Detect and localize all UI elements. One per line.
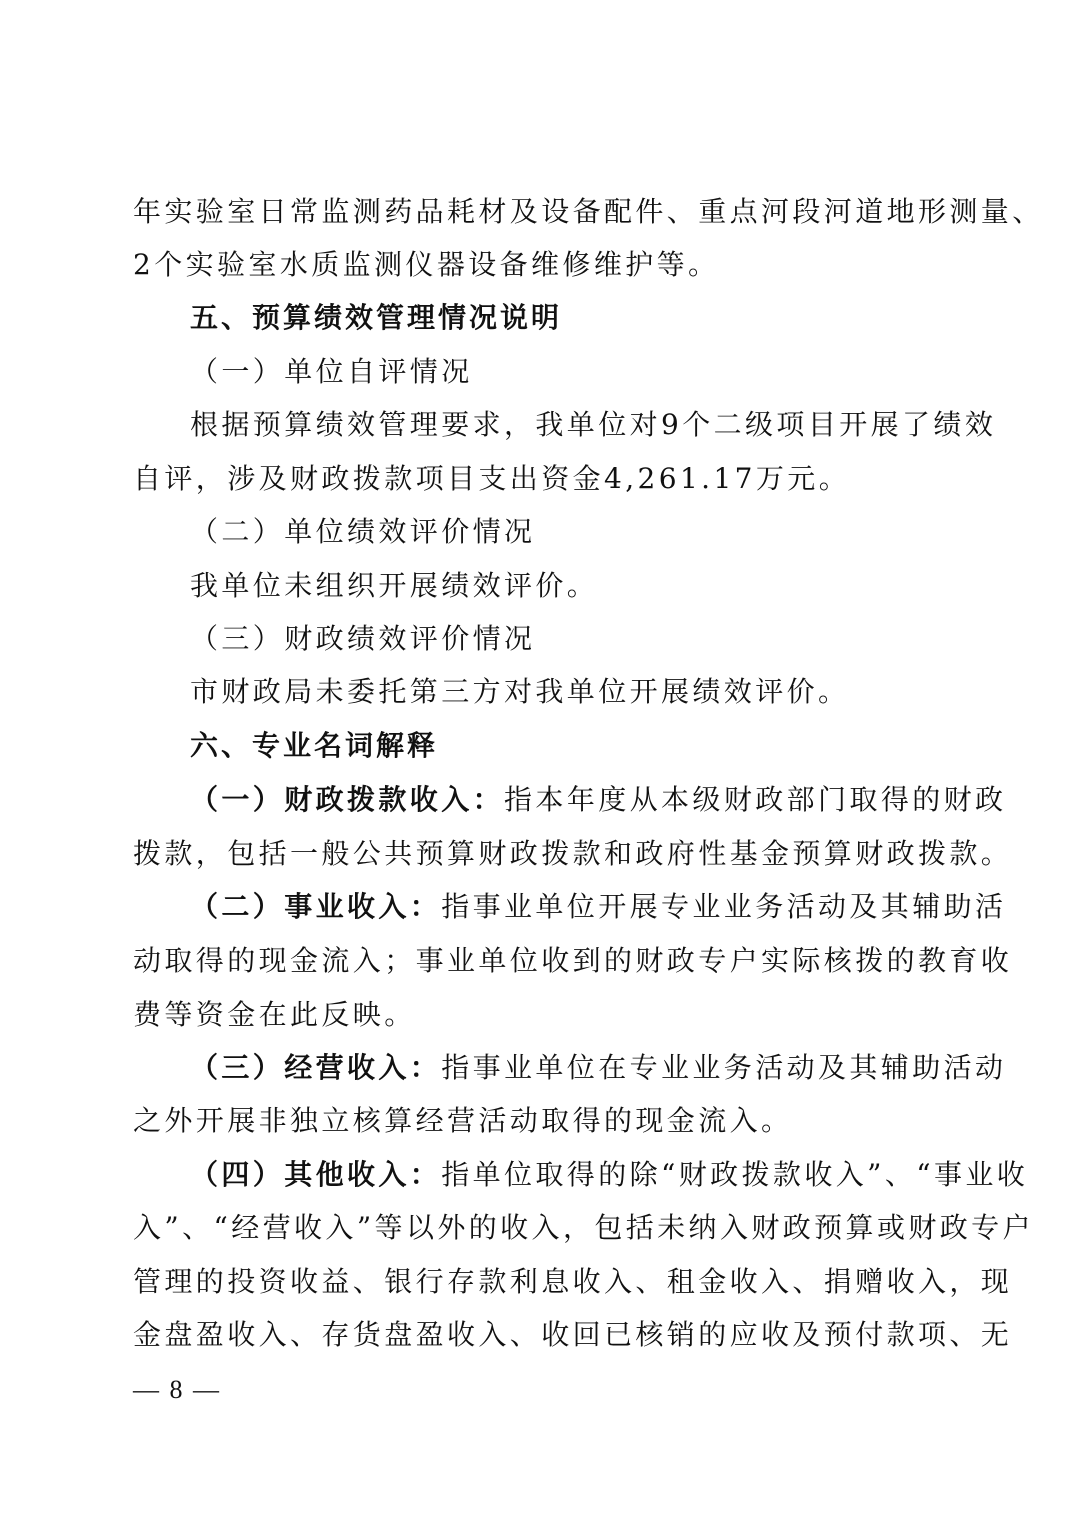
page-number: — 8 — [133, 1375, 221, 1404]
term-label: （一）财政拨款收入： [190, 783, 505, 816]
term-label: （三）经营收入： [190, 1051, 442, 1084]
body-text-line: 年实验室日常监测药品耗材及设备配件、重点河段河道地形测量、 [133, 195, 1044, 228]
term-definition: 指本年度从本级财政部门取得的财政 [504, 783, 1007, 816]
body-text-line: 根据预算绩效管理要求，我单位对9个二级项目开展了绩效 [190, 408, 997, 441]
term-paragraph-line [190, 1155, 1029, 1195]
term-paragraph-line [190, 780, 1007, 820]
subsection-heading: （三）财政绩效评价情况 [190, 622, 536, 655]
subsection-heading: （一）单位自评情况 [190, 355, 473, 388]
term-paragraph-line [190, 1048, 1007, 1088]
body-text-line: 我单位未组织开展绩效评价。 [190, 569, 599, 602]
body-text-line: 自评，涉及财政拨款项目支出资金4,261.17万元。 [133, 462, 851, 495]
body-text-line: 之外开展非独立核算经营活动取得的现金流入。 [133, 1104, 793, 1137]
section-heading-budget-performance: 五、预算绩效管理情况说明 [190, 301, 563, 334]
term-definition: 指单位取得的除“财政拨款收入”、“事业收 [441, 1158, 1029, 1191]
body-text-line: 动取得的现金流入；事业单位收到的财政专户实际核拨的教育收 [133, 944, 1013, 977]
body-text-line: 拨款，包括一般公共预算财政拨款和政府性基金预算财政拨款。 [133, 837, 1013, 870]
term-label: （四）其他收入： [190, 1158, 442, 1191]
section-heading-terminology: 六、专业名词解释 [190, 729, 439, 762]
body-text-line: 市财政局未委托第三方对我单位开展绩效评价。 [190, 675, 850, 708]
term-definition: 指事业单位在专业业务活动及其辅助活动 [441, 1051, 1007, 1084]
body-text-line: 管理的投资收益、银行存款利息收入、租金收入、捐赠收入，现 [133, 1265, 1013, 1298]
body-text-line: 费等资金在此反映。 [133, 998, 416, 1031]
term-paragraph-line [190, 887, 1007, 927]
body-text-line: 入”、“经营收入”等以外的收入，包括未纳入财政预算或财政专户 [133, 1211, 1034, 1244]
term-label: （二）事业收入： [190, 890, 442, 923]
body-text-line: 金盘盈收入、存货盘盈收入、收回已核销的应收及预付款项、无 [133, 1318, 1013, 1351]
term-definition: 指事业单位开展专业业务活动及其辅助活 [441, 890, 1007, 923]
body-text-line: 2个实验室水质监测仪器设备维修维护等。 [133, 248, 720, 281]
subsection-heading: （二）单位绩效评价情况 [190, 515, 536, 548]
